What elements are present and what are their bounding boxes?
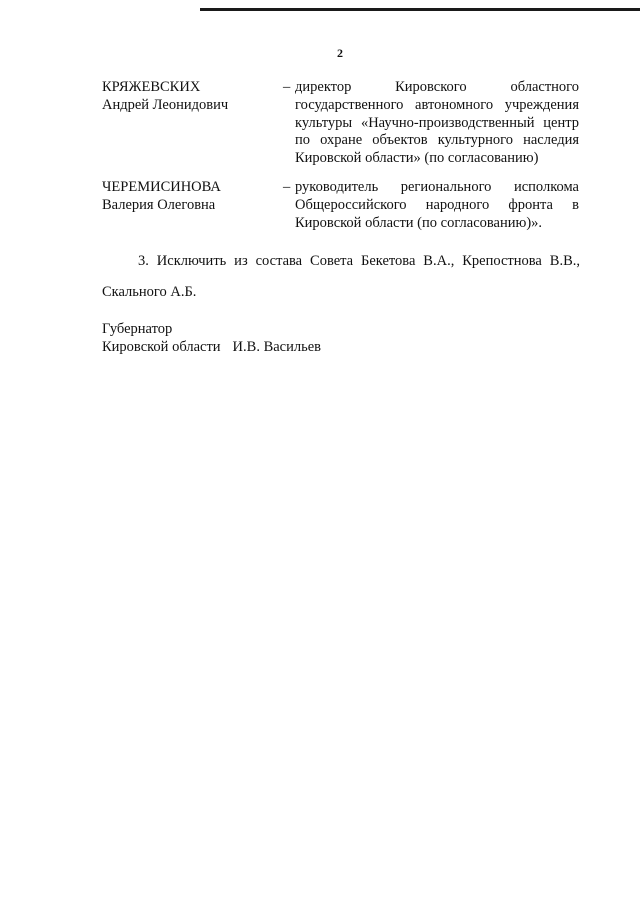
member-given-names: Валерия Олеговна — [102, 196, 216, 213]
point-3-line-2: Скального А.Б. — [102, 284, 197, 300]
member-dash: – — [283, 179, 291, 195]
signature-block — [102, 320, 321, 356]
member-position: руководитель регионального исполкома Общероссийского народного фронта в Кировской области (по согласованию)». — [295, 179, 579, 231]
signature-region: Кировской области — [102, 339, 221, 355]
signature-name: И.В. Васильев — [232, 339, 321, 355]
signature-line — [102, 338, 321, 356]
member-name — [102, 179, 277, 215]
point-3-paragraph — [102, 246, 580, 308]
top-border-line — [200, 8, 640, 11]
member-surname: ЧЕРЕМИСИНОВА — [102, 179, 221, 195]
council-member — [102, 79, 582, 171]
member-given-names: Андрей Леонидович — [102, 96, 229, 113]
member-surname: КРЯЖЕВСКИХ — [102, 79, 201, 95]
council-member — [102, 179, 582, 239]
signature-title: Губернатор — [102, 321, 173, 337]
member-name — [102, 79, 277, 115]
member-dash: – — [283, 79, 291, 95]
page-number: 2 — [337, 46, 343, 60]
point-3-line-1: 3. Исключить из состава Совета Бекетова В.А., Крепостнова В.В., — [138, 253, 580, 269]
member-position: директор Кировского областного государственного автономного учреждения культуры «Научно-производственный центр по охране объектов культурного наследия Кировской области» (по согласованию) — [295, 79, 579, 167]
